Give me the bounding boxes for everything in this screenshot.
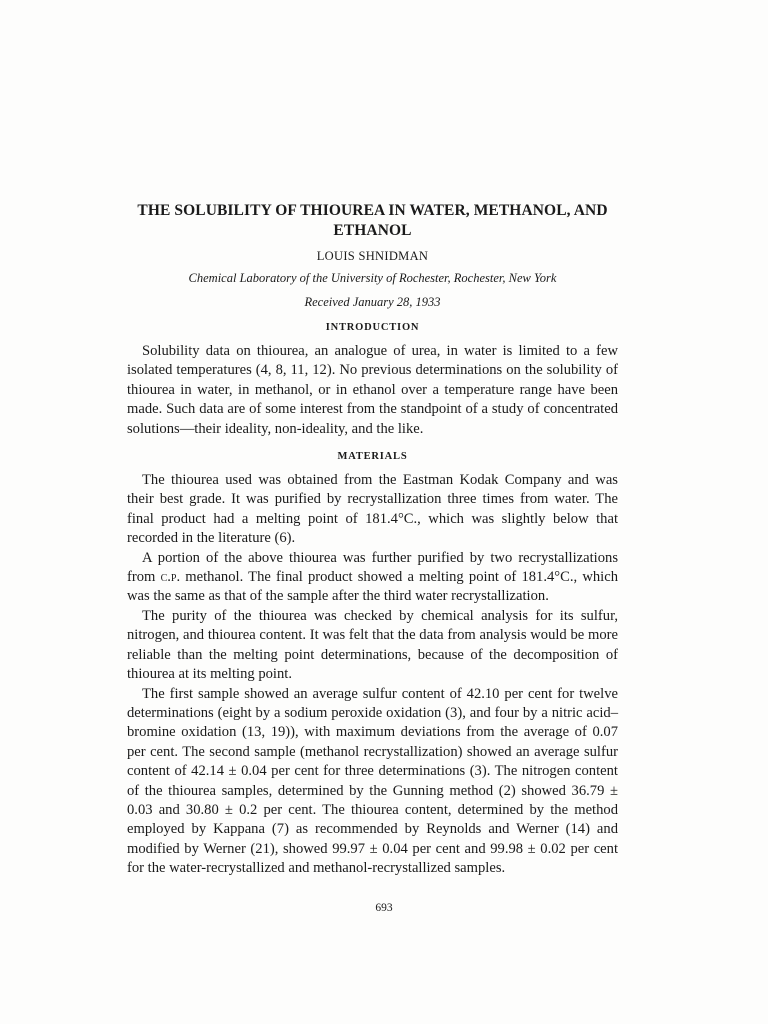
section-heading-introduction: INTRODUCTION — [325, 322, 420, 333]
materials-paragraph: The thiourea used was obtained from the Eastman Kodak Company and was their best grade. It was purified by recrystallization three times from water. The final product had a melting point of 181.4°C., which was slightly below that recorded in the literature (6). — [127, 472, 618, 547]
materials-paragraph: The first sample showed an average sulfur content of 42.10 per cent for twelve determinations (eight by a sodium peroxide oxidation (3), and four by a nitric acid–bromine oxidation (13, 19)), with maximum deviations from the average of 0.07 per cent. The second sample (methanol recrystallization) showed an average sulfur content of 42.14 ± 0.04 per cent for three determinations (3). The nitrogen content of the thiourea samples, determined by the Gunning method (2) showed 36.79 ± 0.03 and 30.80 ± 0.2 per cent. The thiourea content, determined by the method employed by Kappana (7) as recommended by Reynolds and Werner (14) and modified by Werner (21), showed 99.97 ± 0.04 per cent and 99.98 ± 0.02 per cent for the water-recrystallized and methanol-recrystallized samples. — [127, 685, 618, 877]
author-name: LOUIS SHNIDMAN — [316, 249, 429, 263]
received-date: Received January 28, 1933 — [304, 295, 441, 309]
materials-paragraph: The purity of the thiourea was checked by chemical analysis for its sulfur, nitrogen, and thiourea content. It was felt that the data from analysis would be more reliable than the melting point determinations, because of the decomposition of thiourea at its melting point. — [127, 607, 618, 683]
page-number: 693 — [375, 902, 393, 914]
paragraph-text: A portion of the above thiourea was further purified by two recrystallizations from — [127, 549, 618, 586]
text-column — [127, 201, 618, 879]
materials-paragraph — [127, 549, 618, 607]
article-title: THE SOLUBILITY OF THIOUREA IN WATER, METHANOL, AND ETHANOL — [137, 202, 608, 239]
section-heading-materials: MATERIALS — [337, 451, 408, 463]
cp-grade-abbreviation: c.p. — [160, 569, 181, 586]
paragraph-text: methanol. The final product showed a melting point of 181.4°C., which was the same as that of the sample after the third water recrystallization. — [127, 569, 618, 605]
author-affiliation: Chemical Laboratory of the University of Rochester, Rochester, New York — [188, 271, 557, 285]
introduction-paragraph: Solubility data on thiourea, an analogue of urea, in water is limited to a few isolated temperatures (4, 8, 11, 12). No previous determinations on the solubility of thiourea in water, in methanol, or in ethanol over a temperature range have been made. Such data are of some interest from the standpoint of a study of concentrated solutions—their ideality, non-ideality, and the like. — [127, 343, 618, 437]
